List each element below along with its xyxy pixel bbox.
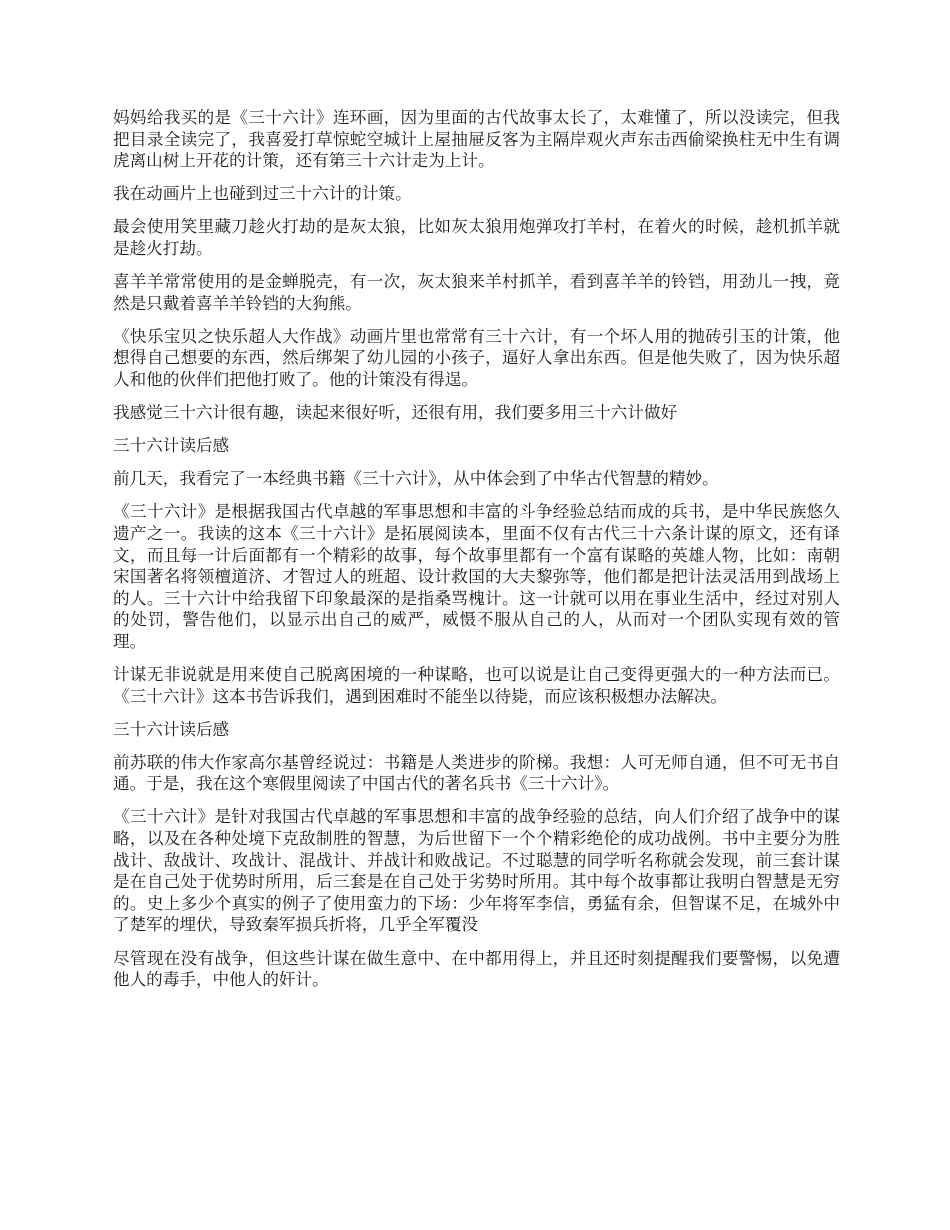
section-heading: 三十六计读后感 (113, 719, 230, 739)
paragraph: 前几天，我看完了一本经典书籍《三十六计》，从中体会到了中华古代智慧的精妙。 (113, 469, 719, 489)
paragraph: 最会使用笑里藏刀趁火打劫的是灰太狼，比如灰太狼用炮弹攻打羊村，在着火的时候，趁机抓羊就是趁火打劫。 (113, 217, 840, 258)
paragraph: 《三十六计》是针对我国古代卓越的军事思想和丰富的战争经验的总结，向人们介绍了战争中的谋略，以及在各种处境下克敌制胜的智慧，为后世留下一个个精彩绝伦的成功战例。书中主要分为胜战计、敌战计、攻战计、混战计、并战计和败战记。不过聪慧的同学听名称就会发现，前三套计谋是在自己处于优势时所用，后三套是在自己处于劣势时所用。其中每个故事都让我明白智慧是无穷的。史上多少个真实的例子了使用蛮力的下场：少年将军李信，勇猛有余，但智谋不足，在城外中了楚军的埋伏，导致秦军损兵折将，几乎全军覆没 (113, 807, 840, 935)
paragraph: 计谋无非说就是用来使自己脱离困境的一种谋略，也可以说是让自己变得更强大的一种方法而已。《三十六计》这本书告诉我们，遇到困难时不能坐以待毙，而应该积极想办法解决。 (113, 664, 840, 706)
paragraph: 妈妈给我买的是《三十六计》连环画，因为里面的古代故事太长了，太难懂了，所以没读完，但我把目录全读完了，我喜爱打草惊蛇空城计上屋抽屉反客为主隔岸观火声东击西偷梁换柱无中生有调虎离山树上开花的计策，还有第三十六计走为上计。 (113, 108, 840, 171)
section-heading: 三十六计读后感 (113, 436, 230, 456)
paragraph: 尽管现在没有战争，但这些计谋在做生意中、在中都用得上，并且还时刻提醒我们要警惕，以免遭他人的毒手，中他人的奸计。 (113, 948, 840, 990)
paragraph: 我在动画片上也碰到过三十六计的计策。 (113, 184, 412, 204)
paragraph: 喜羊羊常常使用的是金蝉脱壳，有一次，灰太狼来羊村抓羊，看到喜羊羊的铃铛，用劲儿一拽，竟然是只戴着喜羊羊铃铛的大狗熊。 (113, 272, 840, 313)
document-page (113, 107, 840, 1002)
paragraph: 《快乐宝贝之快乐超人大作战》动画片里也常常有三十六计，有一个坏人用的抛砖引玉的计策，他想得自己想要的东西，然后绑架了幼儿园的小孩子，逼好人拿出东西。但是他失败了，因为快乐超人和他的伙伴们把他打败了。他的计策没有得逞。 (113, 326, 840, 389)
paragraph: 前苏联的伟大作家高尔基曾经说过：书籍是人类进步的阶梯。我想：人可无师自通，但不可无书自通。于是，我在这个寒假里阅读了中国古代的著名兵书《三十六计》。 (113, 752, 840, 794)
paragraph: 我感觉三十六计很有趣，读起来很好听，还很有用，我们要多用三十六计做好 (113, 403, 678, 423)
paragraph: 《三十六计》是根据我国古代卓越的军事思想和丰富的斗争经验总结而成的兵书，是中华民族悠久遗产之一。我读的这本《三十六计》是拓展阅读本，里面不仅有古代三十六条计谋的原文，还有译文，而且每一计后面都有一个精彩的故事，每个故事里都有一个富有谋略的英雄人物，比如：南朝宋国著名将领檀道济、才智过人的班超、设计救国的大夫黎弥等，他们都是把计法灵活用到战场上的人。三十六计中给我留下印象最深的是指桑骂槐计。这一计就可以用在事业生活中，经过对别人的处罚，警告他们，以显示出自己的威严，威慑不服从自己的人，从而对一个团队实现有效的管理。 (113, 502, 840, 651)
